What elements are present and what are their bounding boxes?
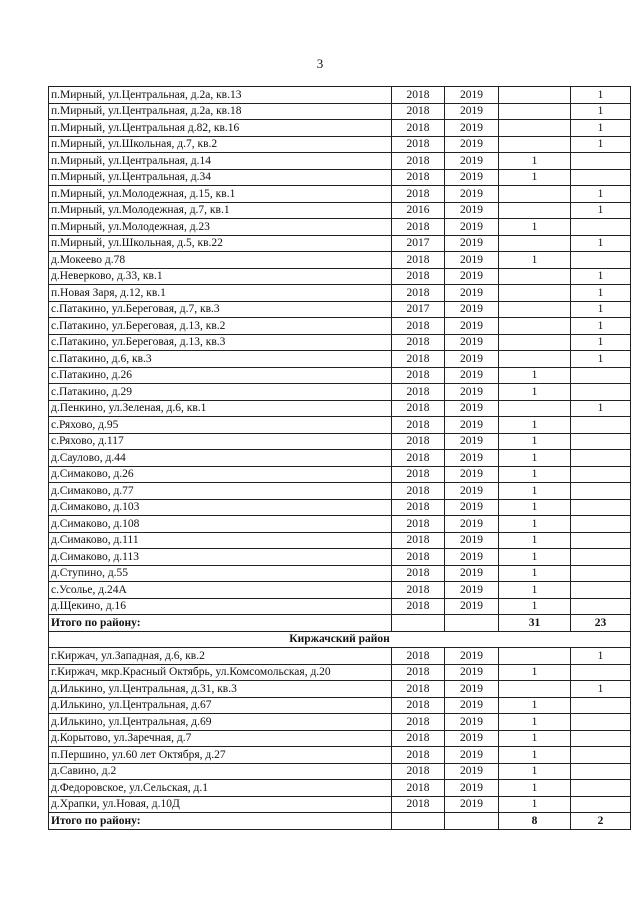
count-a-cell: 1 — [499, 664, 571, 681]
address-cell: д.Симаково, д.103 — [49, 499, 392, 516]
year-end-cell: 2019 — [445, 598, 499, 615]
year-end-cell: 2019 — [445, 499, 499, 516]
count-b-cell — [571, 417, 631, 434]
year-start-cell: 2018 — [392, 598, 445, 615]
table-row — [49, 252, 631, 269]
table-row — [49, 763, 631, 780]
total-a-cell: 31 — [499, 615, 571, 632]
year-end-cell: 2019 — [445, 87, 499, 104]
count-a-cell: 1 — [499, 384, 571, 401]
count-b-cell: 1 — [571, 202, 631, 219]
count-b-cell: 1 — [571, 120, 631, 137]
address-cell: г.Киржач, мкр.Красный Октябрь, ул.Комсомольская, д.20 — [49, 664, 392, 681]
year-end-cell: 2019 — [445, 219, 499, 236]
table-row — [49, 219, 631, 236]
table-body — [49, 87, 631, 830]
year-start-cell: 2018 — [392, 499, 445, 516]
year-start-cell: 2016 — [392, 202, 445, 219]
total-empty-cell — [392, 615, 445, 632]
year-end-cell: 2019 — [445, 136, 499, 153]
address-cell: д.Симаково, д.26 — [49, 466, 392, 483]
total-label: Итого по району: — [49, 813, 392, 830]
table-row — [49, 417, 631, 434]
count-b-cell — [571, 499, 631, 516]
year-start-cell: 2018 — [392, 153, 445, 170]
count-a-cell: 1 — [499, 565, 571, 582]
housing-table — [48, 86, 631, 830]
year-end-cell: 2019 — [445, 186, 499, 203]
address-cell: д.Илькино, ул.Центральная, д.67 — [49, 697, 392, 714]
year-end-cell: 2019 — [445, 268, 499, 285]
address-cell: с.Патакино, ул.Береговая, д.13, кв.3 — [49, 334, 392, 351]
year-start-cell: 2018 — [392, 87, 445, 104]
address-cell: п.Мирный, ул.Школьная, д.5, кв.22 — [49, 235, 392, 252]
table-row — [49, 516, 631, 533]
count-b-cell — [571, 532, 631, 549]
year-start-cell: 2018 — [392, 466, 445, 483]
count-a-cell: 1 — [499, 450, 571, 467]
year-start-cell: 2018 — [392, 483, 445, 500]
year-end-cell: 2019 — [445, 318, 499, 335]
address-cell: д.Симаково, д.77 — [49, 483, 392, 500]
count-a-cell: 1 — [499, 532, 571, 549]
year-start-cell: 2018 — [392, 318, 445, 335]
table-row — [49, 351, 631, 368]
year-start-cell: 2018 — [392, 103, 445, 120]
table-row — [49, 384, 631, 401]
table-row — [49, 697, 631, 714]
table-row — [49, 268, 631, 285]
page-number: 3 — [316, 56, 324, 71]
count-a-cell — [499, 285, 571, 302]
address-cell: п.Мирный, ул.Центральная д.82, кв.16 — [49, 120, 392, 137]
total-b-cell: 23 — [571, 615, 631, 632]
table-row — [49, 301, 631, 318]
count-b-cell — [571, 153, 631, 170]
count-b-cell — [571, 384, 631, 401]
year-end-cell: 2019 — [445, 532, 499, 549]
count-b-cell — [571, 796, 631, 813]
year-end-cell: 2019 — [445, 235, 499, 252]
count-a-cell: 1 — [499, 483, 571, 500]
count-a-cell: 1 — [499, 433, 571, 450]
count-b-cell: 1 — [571, 400, 631, 417]
count-a-cell — [499, 120, 571, 137]
year-end-cell: 2019 — [445, 730, 499, 747]
table-row — [49, 433, 631, 450]
year-start-cell: 2017 — [392, 235, 445, 252]
year-end-cell: 2019 — [445, 153, 499, 170]
year-start-cell: 2018 — [392, 747, 445, 764]
year-start-cell: 2018 — [392, 252, 445, 269]
year-start-cell: 2018 — [392, 664, 445, 681]
count-a-cell: 1 — [499, 252, 571, 269]
year-start-cell: 2018 — [392, 697, 445, 714]
address-cell: д.Симаково, д.108 — [49, 516, 392, 533]
count-b-cell: 1 — [571, 334, 631, 351]
year-end-cell: 2019 — [445, 417, 499, 434]
table-row — [49, 87, 631, 104]
year-start-cell: 2018 — [392, 400, 445, 417]
count-a-cell: 1 — [499, 796, 571, 813]
count-a-cell: 1 — [499, 466, 571, 483]
count-a-cell — [499, 681, 571, 698]
table-row — [49, 136, 631, 153]
address-cell: с.Патакино, ул.Береговая, д.13, кв.2 — [49, 318, 392, 335]
table-row — [49, 153, 631, 170]
year-start-cell: 2018 — [392, 268, 445, 285]
table-row — [49, 565, 631, 582]
count-b-cell — [571, 516, 631, 533]
count-a-cell: 1 — [499, 549, 571, 566]
table-row — [49, 400, 631, 417]
count-a-cell — [499, 301, 571, 318]
address-cell: с.Патакино, д.6, кв.3 — [49, 351, 392, 368]
year-start-cell: 2018 — [392, 450, 445, 467]
count-b-cell — [571, 714, 631, 731]
count-a-cell: 1 — [499, 169, 571, 186]
count-b-cell: 1 — [571, 235, 631, 252]
count-a-cell: 1 — [499, 730, 571, 747]
address-cell: с.Патакино, д.29 — [49, 384, 392, 401]
address-cell: д.Неверково, д.33, кв.1 — [49, 268, 392, 285]
count-b-cell: 1 — [571, 351, 631, 368]
year-end-cell: 2019 — [445, 450, 499, 467]
table-row — [49, 483, 631, 500]
year-end-cell: 2019 — [445, 664, 499, 681]
address-cell: п.Мирный, ул.Молодежная, д.23 — [49, 219, 392, 236]
count-b-cell — [571, 219, 631, 236]
address-cell: с.Патакино, д.26 — [49, 367, 392, 384]
year-end-cell: 2019 — [445, 334, 499, 351]
count-b-cell: 1 — [571, 186, 631, 203]
count-a-cell — [499, 351, 571, 368]
address-cell: п.Мирный, ул.Центральная, д.2а, кв.13 — [49, 87, 392, 104]
year-end-cell: 2019 — [445, 697, 499, 714]
address-cell: г.Киржач, ул.Западная, д.6, кв.2 — [49, 648, 392, 665]
count-b-cell — [571, 450, 631, 467]
year-end-cell: 2019 — [445, 796, 499, 813]
year-end-cell: 2019 — [445, 466, 499, 483]
year-start-cell: 2018 — [392, 565, 445, 582]
count-a-cell — [499, 202, 571, 219]
count-b-cell — [571, 730, 631, 747]
year-start-cell: 2018 — [392, 219, 445, 236]
year-start-cell: 2018 — [392, 681, 445, 698]
year-start-cell: 2018 — [392, 763, 445, 780]
table-row — [49, 499, 631, 516]
address-cell: п.Новая Заря, д.12, кв.1 — [49, 285, 392, 302]
year-start-cell: 2018 — [392, 186, 445, 203]
address-cell: п.Мирный, ул.Центральная, д.14 — [49, 153, 392, 170]
year-start-cell: 2018 — [392, 780, 445, 797]
table-row — [49, 664, 631, 681]
count-a-cell: 1 — [499, 714, 571, 731]
count-a-cell: 1 — [499, 219, 571, 236]
year-end-cell: 2019 — [445, 367, 499, 384]
count-a-cell — [499, 186, 571, 203]
table-row — [49, 318, 631, 335]
total-empty-cell — [445, 615, 499, 632]
count-b-cell — [571, 433, 631, 450]
year-end-cell: 2019 — [445, 120, 499, 137]
district-total-row — [49, 615, 631, 632]
address-cell: п.Мирный, ул.Молодежная, д.7, кв.1 — [49, 202, 392, 219]
total-empty-cell — [392, 813, 445, 830]
year-end-cell: 2019 — [445, 681, 499, 698]
table-row — [49, 648, 631, 665]
count-a-cell: 1 — [499, 417, 571, 434]
count-a-cell: 1 — [499, 499, 571, 516]
year-end-cell: 2019 — [445, 384, 499, 401]
table-row — [49, 202, 631, 219]
address-cell: п.Мирный, ул.Центральная, д.34 — [49, 169, 392, 186]
count-a-cell — [499, 648, 571, 665]
address-cell: д.Храпки, ул.Новая, д.10Д — [49, 796, 392, 813]
year-start-cell: 2018 — [392, 120, 445, 137]
year-start-cell: 2018 — [392, 648, 445, 665]
year-end-cell: 2019 — [445, 351, 499, 368]
year-end-cell: 2019 — [445, 103, 499, 120]
address-cell: с.Ряхово, д.117 — [49, 433, 392, 450]
table-row — [49, 450, 631, 467]
year-end-cell: 2019 — [445, 301, 499, 318]
table-row — [49, 747, 631, 764]
year-end-cell: 2019 — [445, 549, 499, 566]
year-start-cell: 2018 — [392, 549, 445, 566]
year-end-cell: 2019 — [445, 565, 499, 582]
table-row — [49, 780, 631, 797]
address-cell: с.Ряхово, д.95 — [49, 417, 392, 434]
count-b-cell — [571, 697, 631, 714]
year-start-cell: 2018 — [392, 730, 445, 747]
year-end-cell: 2019 — [445, 780, 499, 797]
count-a-cell: 1 — [499, 598, 571, 615]
count-b-cell: 1 — [571, 103, 631, 120]
table-row — [49, 169, 631, 186]
table-row — [49, 103, 631, 120]
year-end-cell: 2019 — [445, 202, 499, 219]
count-b-cell: 1 — [571, 681, 631, 698]
year-start-cell: 2018 — [392, 417, 445, 434]
count-b-cell — [571, 565, 631, 582]
year-start-cell: 2018 — [392, 334, 445, 351]
year-end-cell: 2019 — [445, 516, 499, 533]
year-start-cell: 2018 — [392, 367, 445, 384]
table-row — [49, 549, 631, 566]
count-a-cell — [499, 334, 571, 351]
table-row — [49, 120, 631, 137]
count-a-cell: 1 — [499, 747, 571, 764]
year-start-cell: 2018 — [392, 351, 445, 368]
district-total-row — [49, 813, 631, 830]
count-a-cell: 1 — [499, 780, 571, 797]
year-end-cell: 2019 — [445, 582, 499, 599]
count-b-cell — [571, 763, 631, 780]
address-cell: п.Першино, ул.60 лет Октября, д.27 — [49, 747, 392, 764]
table-row — [49, 466, 631, 483]
count-a-cell — [499, 268, 571, 285]
address-cell: с.Патакино, ул.Береговая, д.7, кв.3 — [49, 301, 392, 318]
count-b-cell — [571, 582, 631, 599]
year-start-cell: 2018 — [392, 384, 445, 401]
year-start-cell: 2018 — [392, 285, 445, 302]
address-cell: п.Мирный, ул.Школьная, д.7, кв.2 — [49, 136, 392, 153]
count-a-cell: 1 — [499, 516, 571, 533]
address-cell: п.Мирный, ул.Молодежная, д.15, кв.1 — [49, 186, 392, 203]
table-row — [49, 186, 631, 203]
year-end-cell: 2019 — [445, 252, 499, 269]
table-row — [49, 681, 631, 698]
table-row — [49, 532, 631, 549]
address-cell: д.Федоровское, ул.Сельская, д.1 — [49, 780, 392, 797]
count-a-cell: 1 — [499, 763, 571, 780]
total-a-cell: 8 — [499, 813, 571, 830]
year-start-cell: 2018 — [392, 582, 445, 599]
year-start-cell: 2018 — [392, 433, 445, 450]
table-row — [49, 714, 631, 731]
year-end-cell: 2019 — [445, 400, 499, 417]
year-start-cell: 2017 — [392, 301, 445, 318]
address-cell: д.Щекино, д.16 — [49, 598, 392, 615]
count-a-cell — [499, 400, 571, 417]
address-cell: д.Ступино, д.55 — [49, 565, 392, 582]
year-start-cell: 2018 — [392, 136, 445, 153]
address-cell: п.Мирный, ул.Центральная, д.2а, кв.18 — [49, 103, 392, 120]
count-a-cell: 1 — [499, 367, 571, 384]
total-b-cell: 2 — [571, 813, 631, 830]
count-b-cell — [571, 252, 631, 269]
year-end-cell: 2019 — [445, 714, 499, 731]
count-a-cell — [499, 235, 571, 252]
count-a-cell — [499, 318, 571, 335]
total-empty-cell — [445, 813, 499, 830]
count-b-cell — [571, 598, 631, 615]
count-b-cell — [571, 664, 631, 681]
count-b-cell: 1 — [571, 318, 631, 335]
year-end-cell: 2019 — [445, 648, 499, 665]
table-row — [49, 598, 631, 615]
year-end-cell: 2019 — [445, 169, 499, 186]
year-start-cell: 2018 — [392, 714, 445, 731]
table-row — [49, 730, 631, 747]
address-cell: д.Корытово, ул.Заречная, д.7 — [49, 730, 392, 747]
count-b-cell: 1 — [571, 136, 631, 153]
count-b-cell — [571, 367, 631, 384]
address-cell: с.Усолье, д.24А — [49, 582, 392, 599]
count-b-cell — [571, 780, 631, 797]
year-start-cell: 2018 — [392, 169, 445, 186]
count-a-cell: 1 — [499, 697, 571, 714]
year-end-cell: 2019 — [445, 763, 499, 780]
count-b-cell: 1 — [571, 648, 631, 665]
count-a-cell: 1 — [499, 582, 571, 599]
table-row — [49, 285, 631, 302]
table-row — [49, 367, 631, 384]
year-start-cell: 2018 — [392, 516, 445, 533]
count-b-cell — [571, 483, 631, 500]
count-a-cell — [499, 103, 571, 120]
year-end-cell: 2019 — [445, 483, 499, 500]
year-end-cell: 2019 — [445, 747, 499, 764]
count-b-cell: 1 — [571, 268, 631, 285]
count-b-cell: 1 — [571, 87, 631, 104]
address-cell: д.Симаково, д.111 — [49, 532, 392, 549]
district-title: Киржачский район — [49, 631, 631, 648]
address-cell: д.Савино, д.2 — [49, 763, 392, 780]
year-end-cell: 2019 — [445, 433, 499, 450]
address-cell: д.Симаково, д.113 — [49, 549, 392, 566]
count-b-cell — [571, 747, 631, 764]
year-start-cell: 2018 — [392, 796, 445, 813]
count-b-cell — [571, 549, 631, 566]
address-cell: д.Илькино, ул.Центральная, д.69 — [49, 714, 392, 731]
count-a-cell — [499, 136, 571, 153]
table-row — [49, 582, 631, 599]
count-b-cell: 1 — [571, 301, 631, 318]
table-row — [49, 235, 631, 252]
table-row — [49, 796, 631, 813]
district-header-row — [49, 631, 631, 648]
address-cell: д.Илькино, ул.Центральная, д.31, кв.3 — [49, 681, 392, 698]
year-end-cell: 2019 — [445, 285, 499, 302]
count-b-cell — [571, 466, 631, 483]
address-cell: д.Пенкино, ул.Зеленая, д.6, кв.1 — [49, 400, 392, 417]
address-cell: д.Мокеево д.78 — [49, 252, 392, 269]
count-b-cell — [571, 169, 631, 186]
count-a-cell — [499, 87, 571, 104]
address-cell: д.Саулово, д.44 — [49, 450, 392, 467]
table-row — [49, 334, 631, 351]
total-label: Итого по району: — [49, 615, 392, 632]
count-a-cell: 1 — [499, 153, 571, 170]
year-start-cell: 2018 — [392, 532, 445, 549]
count-b-cell: 1 — [571, 285, 631, 302]
